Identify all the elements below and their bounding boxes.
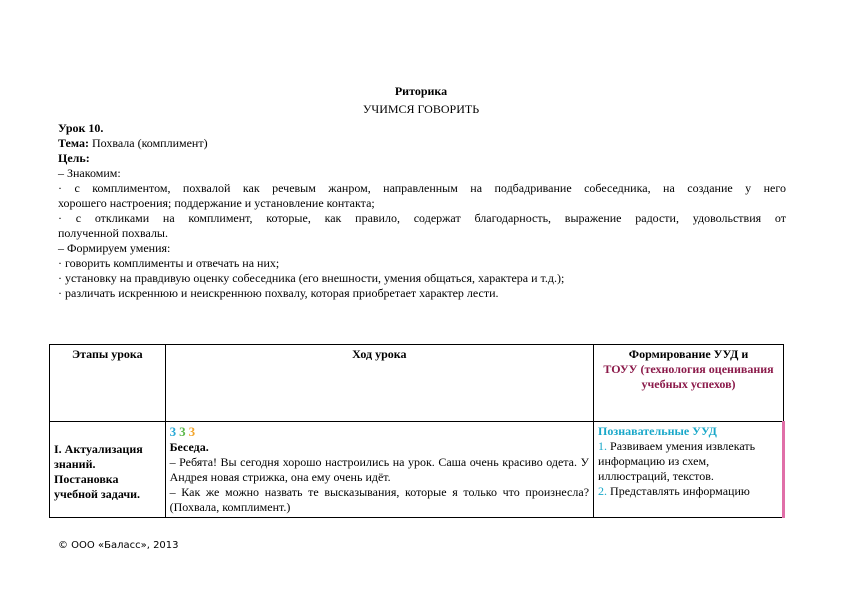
- lesson-title: УЧИМСЯ ГОВОРИТЬ: [362, 102, 480, 116]
- acquaint-item-1b: хорошего настроения; поддержание и установление контакта;: [58, 196, 375, 210]
- lesson-table: [49, 344, 785, 518]
- header-process: Ход урока: [165, 345, 593, 422]
- header-stages: Этапы урока: [50, 345, 166, 422]
- stage-cell: I. Актуализация знаний. Постановка учебной задачи.: [50, 422, 166, 518]
- uud-cell: [594, 422, 784, 518]
- acquaint-item-2a: · с откликами на комплимент, которые, как правило, содержат благодарность, выражение радости, удовольствия от: [58, 211, 786, 225]
- number-2: 3: [179, 424, 186, 439]
- header-uud-line1: Формирование УУД и: [628, 347, 749, 361]
- uud-item-1-number: 1.: [598, 439, 608, 453]
- number-3: 3: [188, 424, 196, 439]
- talk-line-1: – Ребята! Вы сегодня хорошо настроились на урок. Саша очень красиво одета. У Андрея новая стрижка, она ему очень идёт.: [169, 455, 590, 484]
- lesson-intro: [58, 121, 786, 301]
- acquaint-item-1a: · с комплиментом, похвалой как речевым жанром, направленным на подбадривание собеседника, на создание у него: [58, 181, 786, 195]
- uud-item-2-text: Представлять информацию: [607, 484, 750, 498]
- skills-heading: – Формируем умения:: [58, 241, 171, 255]
- skill-item-2: · установку на правдивую оценку собеседника (его внешности, умения общаться, характера и т.д.);: [58, 271, 565, 285]
- acquaint-heading: – Знакомим:: [58, 166, 121, 180]
- table-row: [50, 422, 784, 518]
- talk-label: Беседа.: [169, 440, 209, 454]
- uud-item-1-text: Развиваем умения извлекать информацию из схем, иллюстраций, текстов.: [598, 439, 756, 483]
- subject-title: Риторика: [394, 84, 448, 98]
- talk-line-2: – Как же можно назвать те высказывания, которые я только что произнесла? (Похвала, комплимент.): [169, 485, 590, 514]
- copyright-footer: © ООО «Баласс», 2013: [58, 540, 179, 551]
- skill-item-1: · говорить комплименты и отвечать на них;: [58, 256, 280, 270]
- uud-heading: Познавательные УУД: [598, 424, 717, 438]
- goal-label: Цель:: [58, 151, 90, 165]
- number-1: 3: [169, 424, 177, 439]
- header-uud: [594, 345, 784, 422]
- skill-item-3: · различать искреннюю и неискреннюю похвалу, которая приобретает характер лести.: [58, 286, 499, 300]
- uud-item-1: [598, 439, 778, 484]
- header-uud-line2: ТОУУ (технология оценивания учебных успехов): [603, 362, 774, 391]
- topic-line: [58, 136, 786, 151]
- complexity-numbers: [170, 424, 589, 440]
- topic-value: Похвала (комплимент): [88, 136, 208, 150]
- table-header-row: [50, 345, 784, 422]
- uud-item-2: [598, 484, 778, 499]
- topic-label: Тема:: [58, 136, 89, 150]
- uud-item-2-number: 2.: [598, 484, 608, 498]
- acquaint-item-2b: полученной похвалы.: [58, 226, 168, 240]
- process-cell: [165, 422, 593, 518]
- lesson-number: Урок 10.: [58, 121, 104, 135]
